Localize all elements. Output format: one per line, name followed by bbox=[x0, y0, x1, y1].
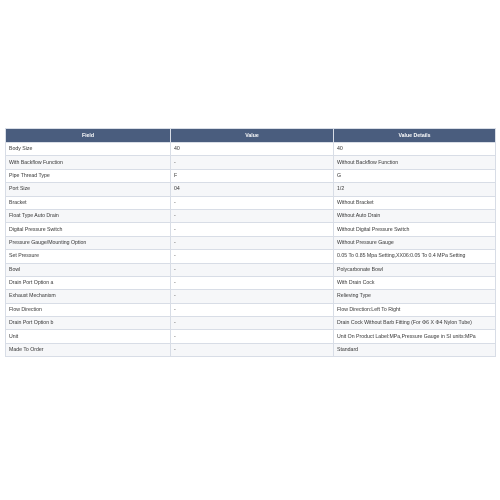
value-details-cell: Polycarbonate Bowl bbox=[334, 263, 496, 276]
field-cell: Drain Port Option b bbox=[6, 317, 171, 330]
table-row bbox=[6, 343, 496, 356]
table-row bbox=[6, 196, 496, 209]
field-cell: Exhaust Mechanism bbox=[6, 290, 171, 303]
table-row bbox=[6, 276, 496, 289]
value-cell: - bbox=[171, 263, 334, 276]
field-cell: Set Pressure bbox=[6, 250, 171, 263]
field-cell: Float Type Auto Drain bbox=[6, 209, 171, 222]
value-details-cell: Without Backflow Function bbox=[334, 156, 496, 169]
value-cell: - bbox=[171, 236, 334, 249]
value-cell: - bbox=[171, 250, 334, 263]
table-row bbox=[6, 156, 496, 169]
table-row bbox=[6, 303, 496, 316]
value-details-cell: With Drain Cock bbox=[334, 276, 496, 289]
header-value-details: Value Details bbox=[334, 129, 496, 143]
value-cell: - bbox=[171, 343, 334, 356]
value-cell: - bbox=[171, 209, 334, 222]
value-details-cell: Without Auto Drain bbox=[334, 209, 496, 222]
field-cell: Made To Order bbox=[6, 343, 171, 356]
value-cell: 40 bbox=[171, 143, 334, 156]
value-cell: 04 bbox=[171, 183, 334, 196]
value-cell: - bbox=[171, 290, 334, 303]
table-row bbox=[6, 330, 496, 343]
value-details-cell: Without Pressure Gauge bbox=[334, 236, 496, 249]
value-details-cell: G bbox=[334, 169, 496, 182]
value-details-cell: Standard bbox=[334, 343, 496, 356]
value-cell: F bbox=[171, 169, 334, 182]
value-cell: - bbox=[171, 196, 334, 209]
field-cell: Bowl bbox=[6, 263, 171, 276]
table-row bbox=[6, 143, 496, 156]
field-cell: Digital Pressure Switch bbox=[6, 223, 171, 236]
value-details-cell: Unit On Product Label:MPa,Pressure Gauge in SI units:MPa bbox=[334, 330, 496, 343]
value-cell: - bbox=[171, 317, 334, 330]
table-row bbox=[6, 209, 496, 222]
value-details-cell: Without Digital Pressure Switch bbox=[334, 223, 496, 236]
field-cell: Flow Direction bbox=[6, 303, 171, 316]
value-details-cell: 0.05 To 0.85 Mpa Setting,XX06:0.05 To 0.4 MPa Setting bbox=[334, 250, 496, 263]
table-row bbox=[6, 223, 496, 236]
header-value: Value bbox=[171, 129, 334, 143]
field-cell: Unit bbox=[6, 330, 171, 343]
table-body bbox=[6, 143, 496, 357]
value-cell: - bbox=[171, 330, 334, 343]
field-cell: Pressure Gauge/Mounting Option bbox=[6, 236, 171, 249]
table-row bbox=[6, 169, 496, 182]
table-row bbox=[6, 183, 496, 196]
value-cell: - bbox=[171, 303, 334, 316]
table-row bbox=[6, 250, 496, 263]
table-row bbox=[6, 236, 496, 249]
value-details-cell: Drain Cock Without Barb Fitting (For Φ6 X Φ4 Nylon Tube) bbox=[334, 317, 496, 330]
value-cell: - bbox=[171, 276, 334, 289]
value-details-cell: 40 bbox=[334, 143, 496, 156]
field-cell: Drain Port Option a bbox=[6, 276, 171, 289]
field-cell: Port Size bbox=[6, 183, 171, 196]
table-row bbox=[6, 317, 496, 330]
field-cell: Pipe Thread Type bbox=[6, 169, 171, 182]
value-details-cell: Without Bracket bbox=[334, 196, 496, 209]
value-details-cell: Flow Direction:Left To Right bbox=[334, 303, 496, 316]
table-row bbox=[6, 290, 496, 303]
value-details-cell: 1/2 bbox=[334, 183, 496, 196]
table-row bbox=[6, 263, 496, 276]
field-cell: Body Size bbox=[6, 143, 171, 156]
value-cell: - bbox=[171, 156, 334, 169]
table-header-row bbox=[6, 129, 496, 143]
value-details-cell: Relieving Type bbox=[334, 290, 496, 303]
value-cell: - bbox=[171, 223, 334, 236]
header-field: Field bbox=[6, 129, 171, 143]
field-cell: With Backflow Function bbox=[6, 156, 171, 169]
specification-table bbox=[5, 128, 496, 357]
field-cell: Bracket bbox=[6, 196, 171, 209]
